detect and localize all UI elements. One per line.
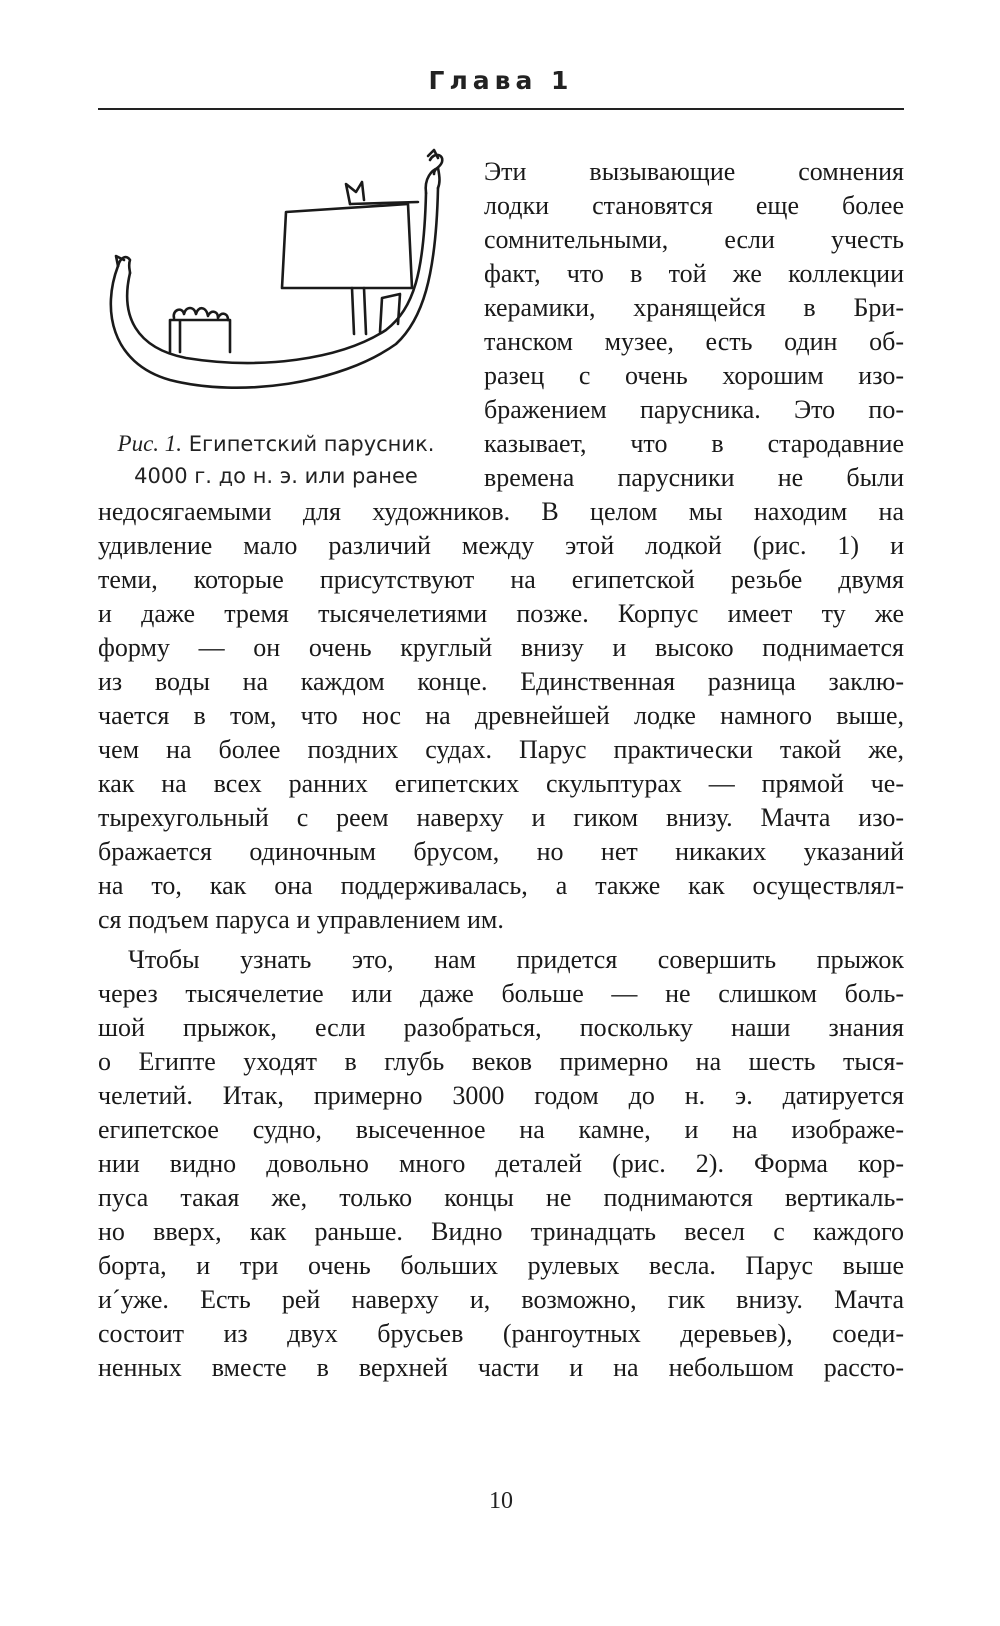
text-line: танском музее, есть один об-: [484, 327, 904, 356]
text-line: египетское судно, высеченное на камне, и на изображе-: [98, 1115, 904, 1144]
text-line: борта, и три очень больших рулевых весла. Парус выше: [98, 1251, 904, 1280]
text-line: керамики, хранящейся в Бри-: [484, 293, 904, 322]
header-rule: [98, 108, 904, 110]
sailboat-drawing: [100, 148, 452, 420]
mast: [352, 288, 354, 334]
text-line: лодки становятся еще более: [484, 191, 904, 220]
masthead: [346, 182, 364, 204]
cabin-ornaments: [174, 308, 228, 320]
text-line: тырехугольный с реем наверху и гиком внизу. Мачта изо-: [98, 803, 904, 832]
text-line: через тысячелетие или даже больше — не слишком боль-: [98, 979, 904, 1008]
text-line: Чтобы узнать это, нам придется совершить прыжок: [128, 945, 904, 974]
text-line: недосягаемыми для художников. В целом мы находим на: [98, 497, 904, 526]
caption-text: Египетский парусник.: [188, 432, 435, 456]
figure-egyptian-sailboat: [100, 148, 452, 420]
text-line: теми, которые присутствуют на египетской резьбе двумя: [98, 565, 904, 594]
running-head: Глава 1: [428, 66, 574, 95]
sail: [282, 204, 412, 288]
text-line: как на всех ранних египетских скульптурах — прямой че-: [98, 769, 904, 798]
text-line: ненных вместе в верхней части и на небольшом рассто-: [98, 1353, 904, 1382]
text-line: разец с очень хорошим изо-: [484, 361, 904, 390]
text-line: пуса такая же, только концы не поднимаются вертикаль-: [98, 1183, 904, 1212]
text-line: бражается одиночным брусом, но нет никаких указаний: [98, 837, 904, 866]
text-line: чем на более поздних судах. Парус практически такой же,: [98, 735, 904, 764]
caption-line-2: 4000 г. до н. э. или ранее: [134, 464, 418, 488]
text-line: и даже тремя тысячелетиями позже. Корпус имеет ту же: [98, 599, 904, 628]
figure-caption: [100, 428, 452, 492]
text-line: нии видно довольно много деталей (рис. 2). Форма кор-: [98, 1149, 904, 1178]
mast-second: [364, 288, 366, 334]
text-line: но вверх, как раньше. Видно тринадцать весел с каждого: [98, 1217, 904, 1246]
text-line: о Египте уходят в глубь веков примерно на шесть тыся-: [98, 1047, 904, 1076]
text-line: Эти вызывающие сомнения: [484, 157, 904, 186]
text-line: из воды на каждом конце. Единственная разница заклю-: [98, 667, 904, 696]
text-line: факт, что в той же коллекции: [484, 259, 904, 288]
text-line: казывает, что в стародавние: [484, 429, 904, 458]
text-line: челетий. Итак, примерно 3000 годом до н. э. датируется: [98, 1081, 904, 1110]
caption-label: Рис. 1.: [117, 431, 183, 456]
text-line: форму — он очень круглый внизу и высоко поднимается: [98, 633, 904, 662]
text-line: на то, как она поддерживалась, а также как осуществлял-: [98, 871, 904, 900]
text-line: состоит из двух брусьев (рангоутных деревьев), соеди-: [98, 1319, 904, 1348]
text-line: бражением парусника. Это по-: [484, 395, 904, 424]
text-line: и´уже. Есть рей наверху и, возможно, гик внизу. Мачта: [98, 1285, 904, 1314]
text-line: времена парусники не были: [484, 463, 904, 492]
text-line: чается в том, что нос на древнейшей лодке намного выше,: [98, 701, 904, 730]
text-line: шой прыжок, если разобраться, поскольку наши знания: [98, 1013, 904, 1042]
caption-line-1: [100, 428, 452, 460]
cabin: [170, 320, 230, 352]
hull-inner: [127, 193, 426, 363]
text-line: удивление мало различий между этой лодкой (рис. 1) и: [98, 531, 904, 560]
page-number: 10: [489, 1488, 513, 1514]
text-line: ся подъем паруса и управлением им.: [98, 905, 504, 934]
text-line: сомнительными, если учесть: [484, 225, 904, 254]
